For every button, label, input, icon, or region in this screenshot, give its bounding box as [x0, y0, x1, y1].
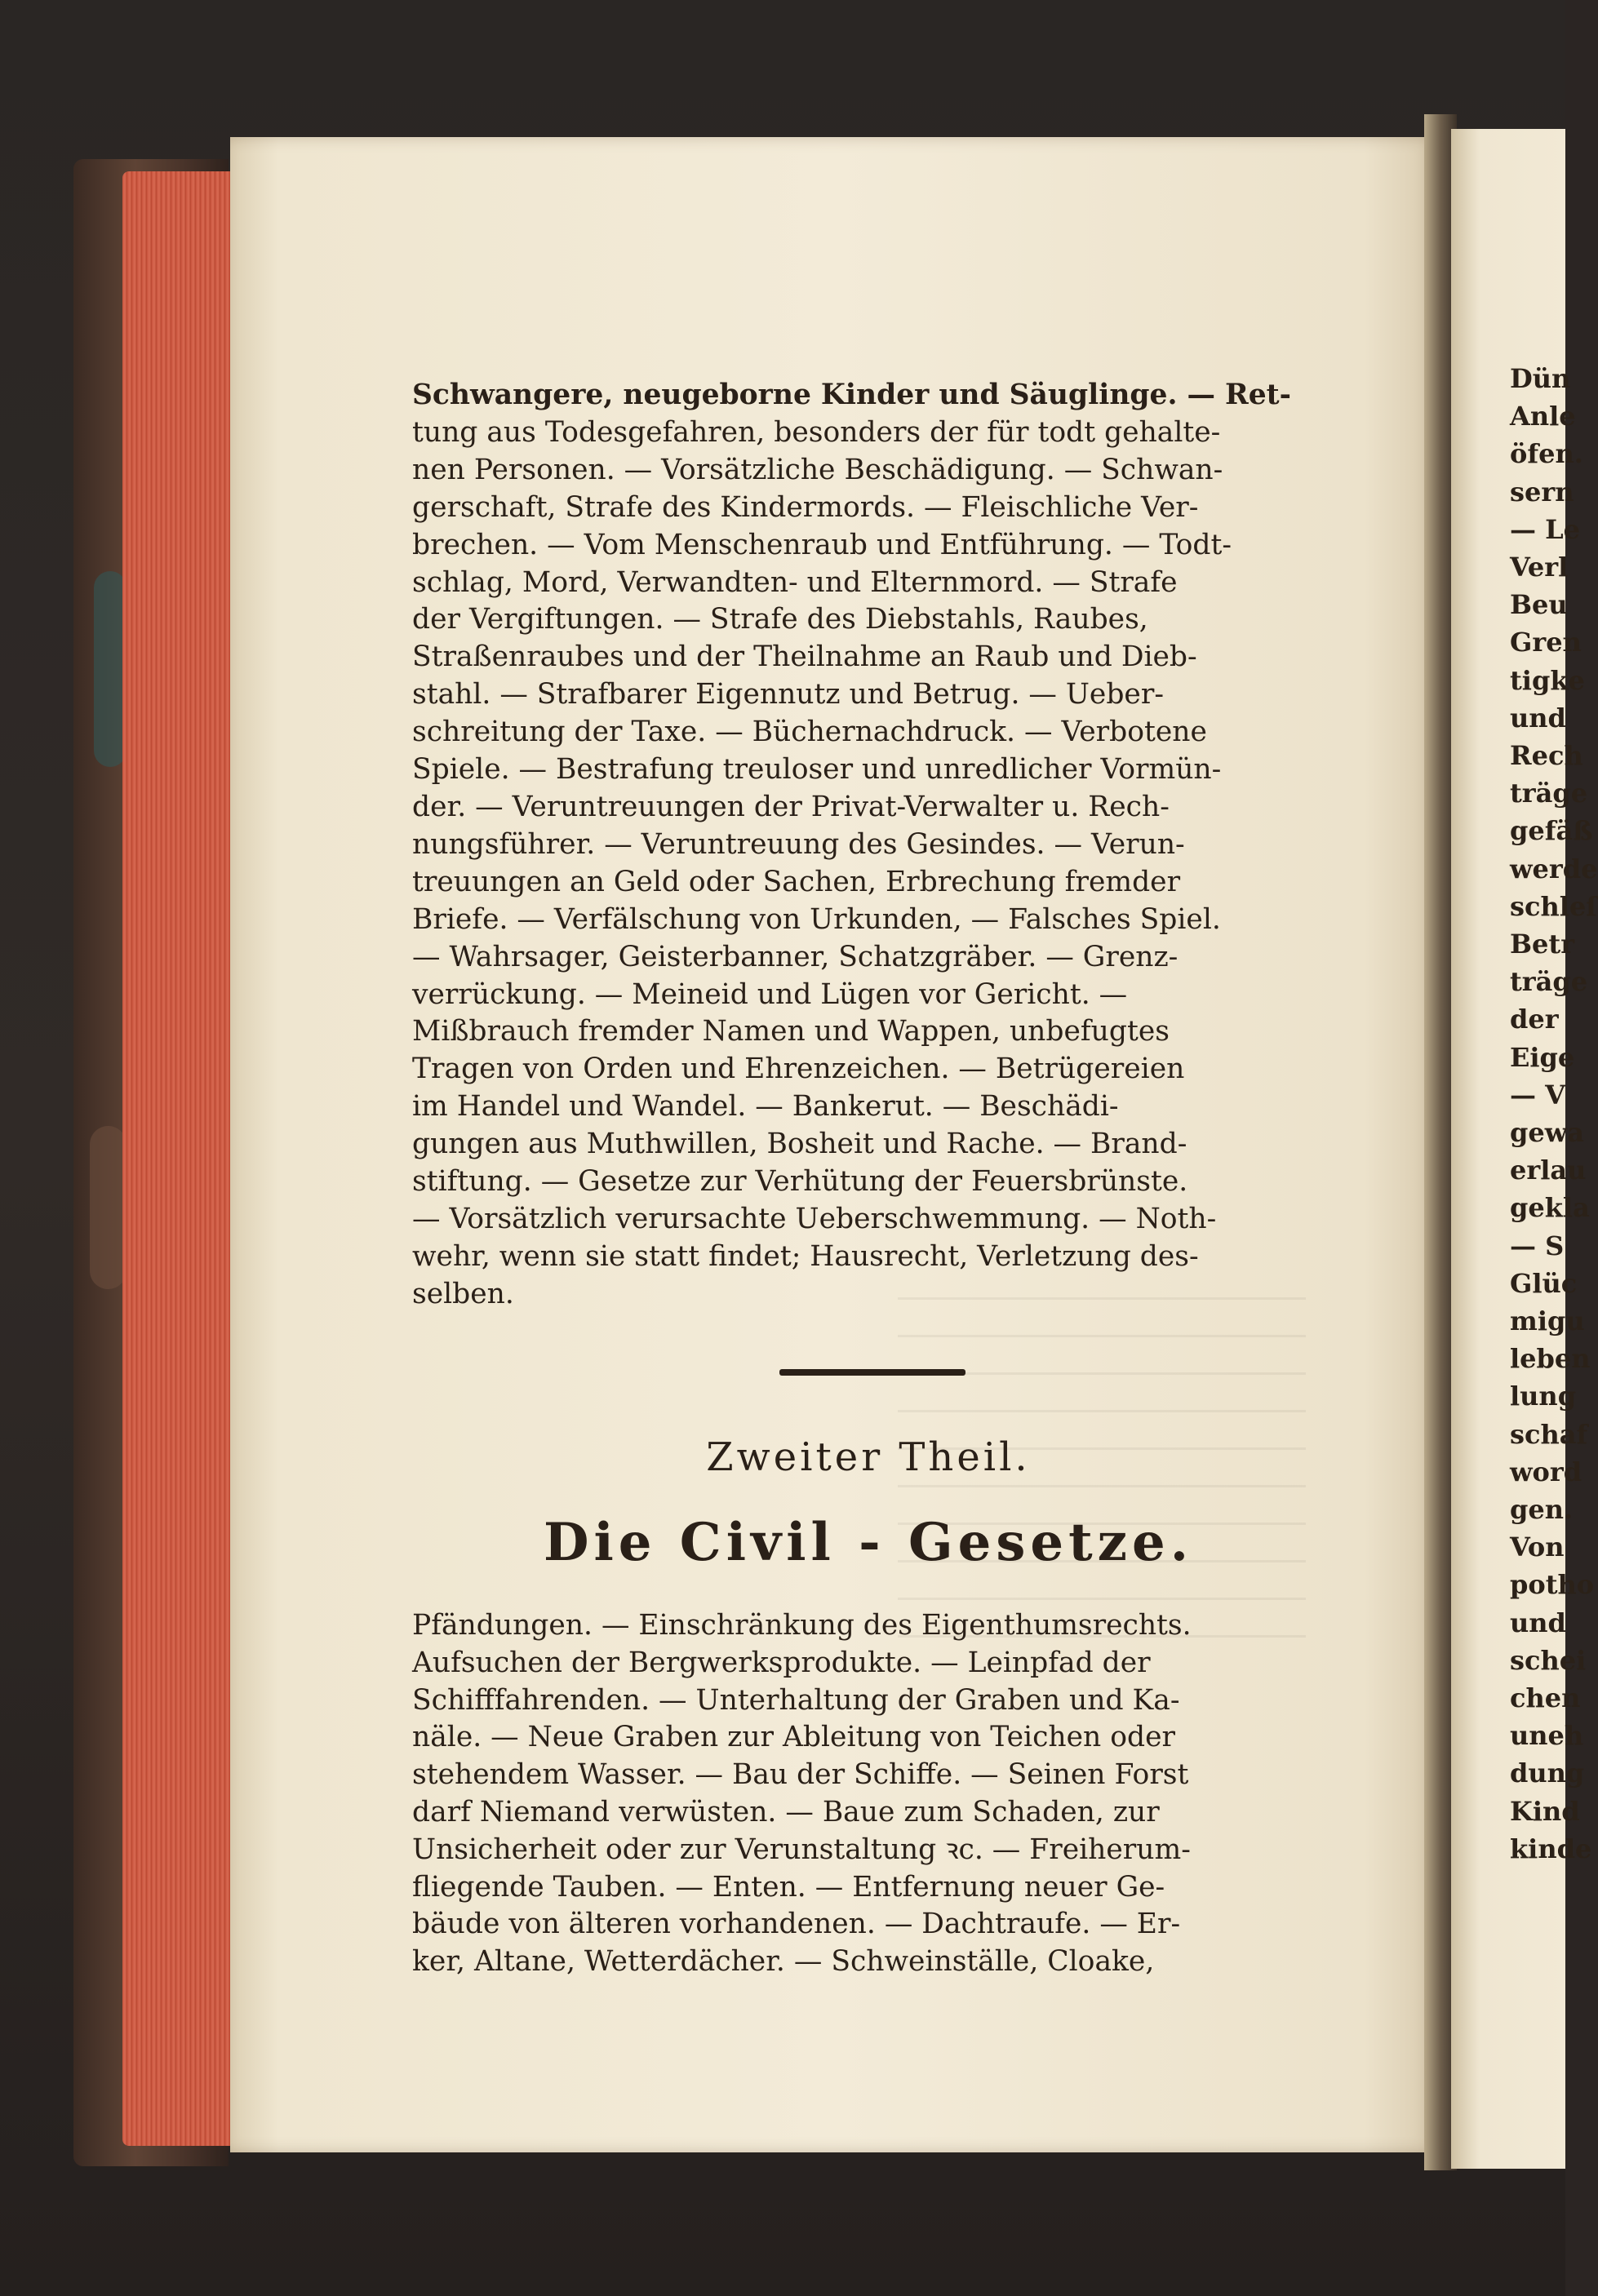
- text-line: Straßenraubes und der Theilnahme an Raub und Dieb-: [412, 640, 1197, 674]
- page-edges: [122, 171, 245, 2146]
- cover-marbling: [90, 1126, 127, 1289]
- facing-page-fragment: Eige: [1510, 1041, 1575, 1073]
- text-line: nen Personen. — Vorsätzliche Beschädigung. — Schwan-: [412, 453, 1223, 486]
- facing-page-fragment: und: [1510, 1607, 1566, 1638]
- facing-page-fragment: sern: [1510, 476, 1574, 508]
- text-line: im Handel und Wandel. — Bankerut. — Beschädi-: [412, 1090, 1119, 1124]
- text-line: Schwangere, neugeborne Kinder und Säuglinge. — Ret-: [412, 379, 1291, 411]
- facing-page-fragment: Von: [1510, 1531, 1565, 1563]
- text-line: stehendem Wasser. — Bau der Schiffe. — Seinen Forst: [412, 1758, 1189, 1792]
- facing-page-fragment: gen.: [1510, 1494, 1574, 1525]
- text-line: gerschaft, Strafe des Kindermords. — Fleischliche Ver-: [412, 490, 1199, 524]
- facing-page-fragment: tigke: [1510, 664, 1585, 696]
- text-line: gungen aus Muthwillen, Bosheit und Rache. — Brand-: [412, 1128, 1187, 1161]
- facing-page-fragment: Rech: [1510, 740, 1583, 771]
- text-line: stahl. — Strafbarer Eigennutz und Betrug. — Ueber-: [412, 678, 1164, 711]
- text-line: stiftung. — Gesetze zur Verhütung der Feuersbrünste.: [412, 1165, 1188, 1199]
- facing-page-fragment: öfen.: [1510, 438, 1583, 470]
- facing-page-fragment: word: [1510, 1456, 1582, 1487]
- section-summary: [412, 1607, 1325, 1981]
- facing-page-fragment: Verl: [1510, 552, 1569, 583]
- facing-page-fragment: schleſ: [1510, 890, 1598, 922]
- text-line: brechen. — Vom Menschenraub und Entführung. — Todt-: [412, 528, 1232, 561]
- text-line: ker, Altane, Wetterdächer. — Schweinställe, Cloake,: [412, 1945, 1155, 1979]
- text-line: — Wahrsager, Geisterbanner, Schatzgräber. — Grenz-: [412, 940, 1179, 973]
- facing-page-fragment: gewa: [1510, 1117, 1585, 1148]
- text-line: verrückung. — Meineid und Lügen vor Gericht. —: [412, 977, 1128, 1011]
- text-line: schlag, Mord, Verwandten- und Elternmord. — Strafe: [412, 565, 1178, 599]
- text-line: bäude von älteren vorhandenen. — Dachtraufe. — Er-: [412, 1908, 1181, 1941]
- text-line: darf Niemand verwüsten. — Baue zum Schaden, zur: [412, 1795, 1160, 1828]
- facing-page-fragment: Kind: [1510, 1795, 1580, 1827]
- facing-page-fragment: Dün: [1510, 363, 1571, 394]
- facing-page-fragment: — S: [1510, 1230, 1565, 1261]
- text-line: schreitung der Taxe. — Büchernachdruck. — Verbotene: [412, 716, 1207, 749]
- facing-page-fragment: träge: [1510, 778, 1588, 809]
- facing-page-fragment: Betr: [1510, 929, 1575, 960]
- facing-page-fragment: schei: [1510, 1644, 1587, 1676]
- section-divider: [779, 1369, 965, 1376]
- text-line: tung aus Todesgefahren, besonders der für todt gehalte-: [412, 415, 1221, 449]
- facing-page-fragment: dung: [1510, 1757, 1585, 1789]
- section-title: Die Civil - Gesetze.: [543, 1512, 1194, 1573]
- text-line: — Vorsätzlich verursachte Ueberschwemmung. — Noth-: [412, 1202, 1217, 1235]
- facing-page-fragment: gekla: [1510, 1192, 1590, 1224]
- text-line: nungsführer. — Veruntreuung des Gesindes. — Verun-: [412, 827, 1185, 861]
- text-line: selben.: [412, 1277, 514, 1310]
- text-line: Schifffahrenden. — Unterhaltung der Graben und Ka-: [412, 1683, 1180, 1717]
- text-line: der. — Veruntreuungen der Privat-Verwalter u. Rech-: [412, 790, 1170, 823]
- part-title: Zweiter Theil.: [706, 1434, 1031, 1480]
- text-line: der Vergiftungen. — Strafe des Diebstahls, Raubes,: [412, 603, 1148, 636]
- facing-page-fragment: migu: [1510, 1305, 1585, 1336]
- text-line: Tragen von Orden und Ehrenzeichen. — Betrügereien: [412, 1053, 1185, 1086]
- facing-page-fragment: leben: [1510, 1343, 1591, 1375]
- text-line: Mißbrauch fremder Namen und Wappen, unbefugtes: [412, 1015, 1170, 1048]
- cover-marbling: [94, 571, 127, 767]
- facing-page-fragment: potho: [1510, 1569, 1595, 1601]
- text-line: Spiele. — Bestrafung treuloser und unredlicher Vormün-: [412, 753, 1222, 787]
- facing-page-fragment: Beu: [1510, 589, 1568, 621]
- text-line: treuungen an Geld oder Sachen, Erbrechung fremder: [412, 865, 1181, 898]
- facing-page-fragment: erlau: [1510, 1155, 1587, 1186]
- facing-page-fragment: kinde: [1510, 1833, 1592, 1864]
- text-line: Pfändungen. — Einschränkung des Eigenthumsrechts.: [412, 1609, 1192, 1642]
- facing-page-fragment: — Le: [1510, 513, 1580, 545]
- text-line: Unsicherheit oder zur Verunstaltung ꝛc. — Freiherum-: [412, 1833, 1191, 1866]
- body-text: [412, 377, 1325, 1314]
- facing-page-fragment: Gren: [1510, 627, 1582, 658]
- facing-page-fragment: träge: [1510, 966, 1588, 998]
- text-line: Aufsuchen der Bergwerksprodukte. — Leinpfad der: [412, 1646, 1151, 1679]
- text-line: wehr, wenn sie statt findet; Hausrecht, Verletzung des-: [412, 1239, 1199, 1273]
- facing-page-fragment: schaf: [1510, 1418, 1588, 1450]
- text-line: fliegende Tauben. — Enten. — Entfernung neuer Ge-: [412, 1870, 1165, 1904]
- facing-page-fragment: — V: [1510, 1079, 1565, 1110]
- facing-page-fragment: chen: [1510, 1682, 1581, 1713]
- facing-page-fragment: uneh: [1510, 1720, 1584, 1752]
- facing-page-fragment: werde: [1510, 853, 1598, 884]
- facing-page-fragment: lung: [1510, 1381, 1577, 1412]
- facing-page-fragment: gefäß: [1510, 815, 1593, 847]
- text-line: näle. — Neue Graben zur Ableitung von Teichen oder: [412, 1721, 1175, 1754]
- facing-page-fragment: Glüc: [1510, 1267, 1578, 1299]
- text-line: Briefe. — Verfälschung von Urkunden, — Falsches Spiel.: [412, 902, 1221, 936]
- facing-page-fragment: und: [1510, 702, 1566, 734]
- facing-page-fragment: Anle: [1510, 401, 1576, 432]
- facing-page-fragment: der: [1510, 1004, 1559, 1035]
